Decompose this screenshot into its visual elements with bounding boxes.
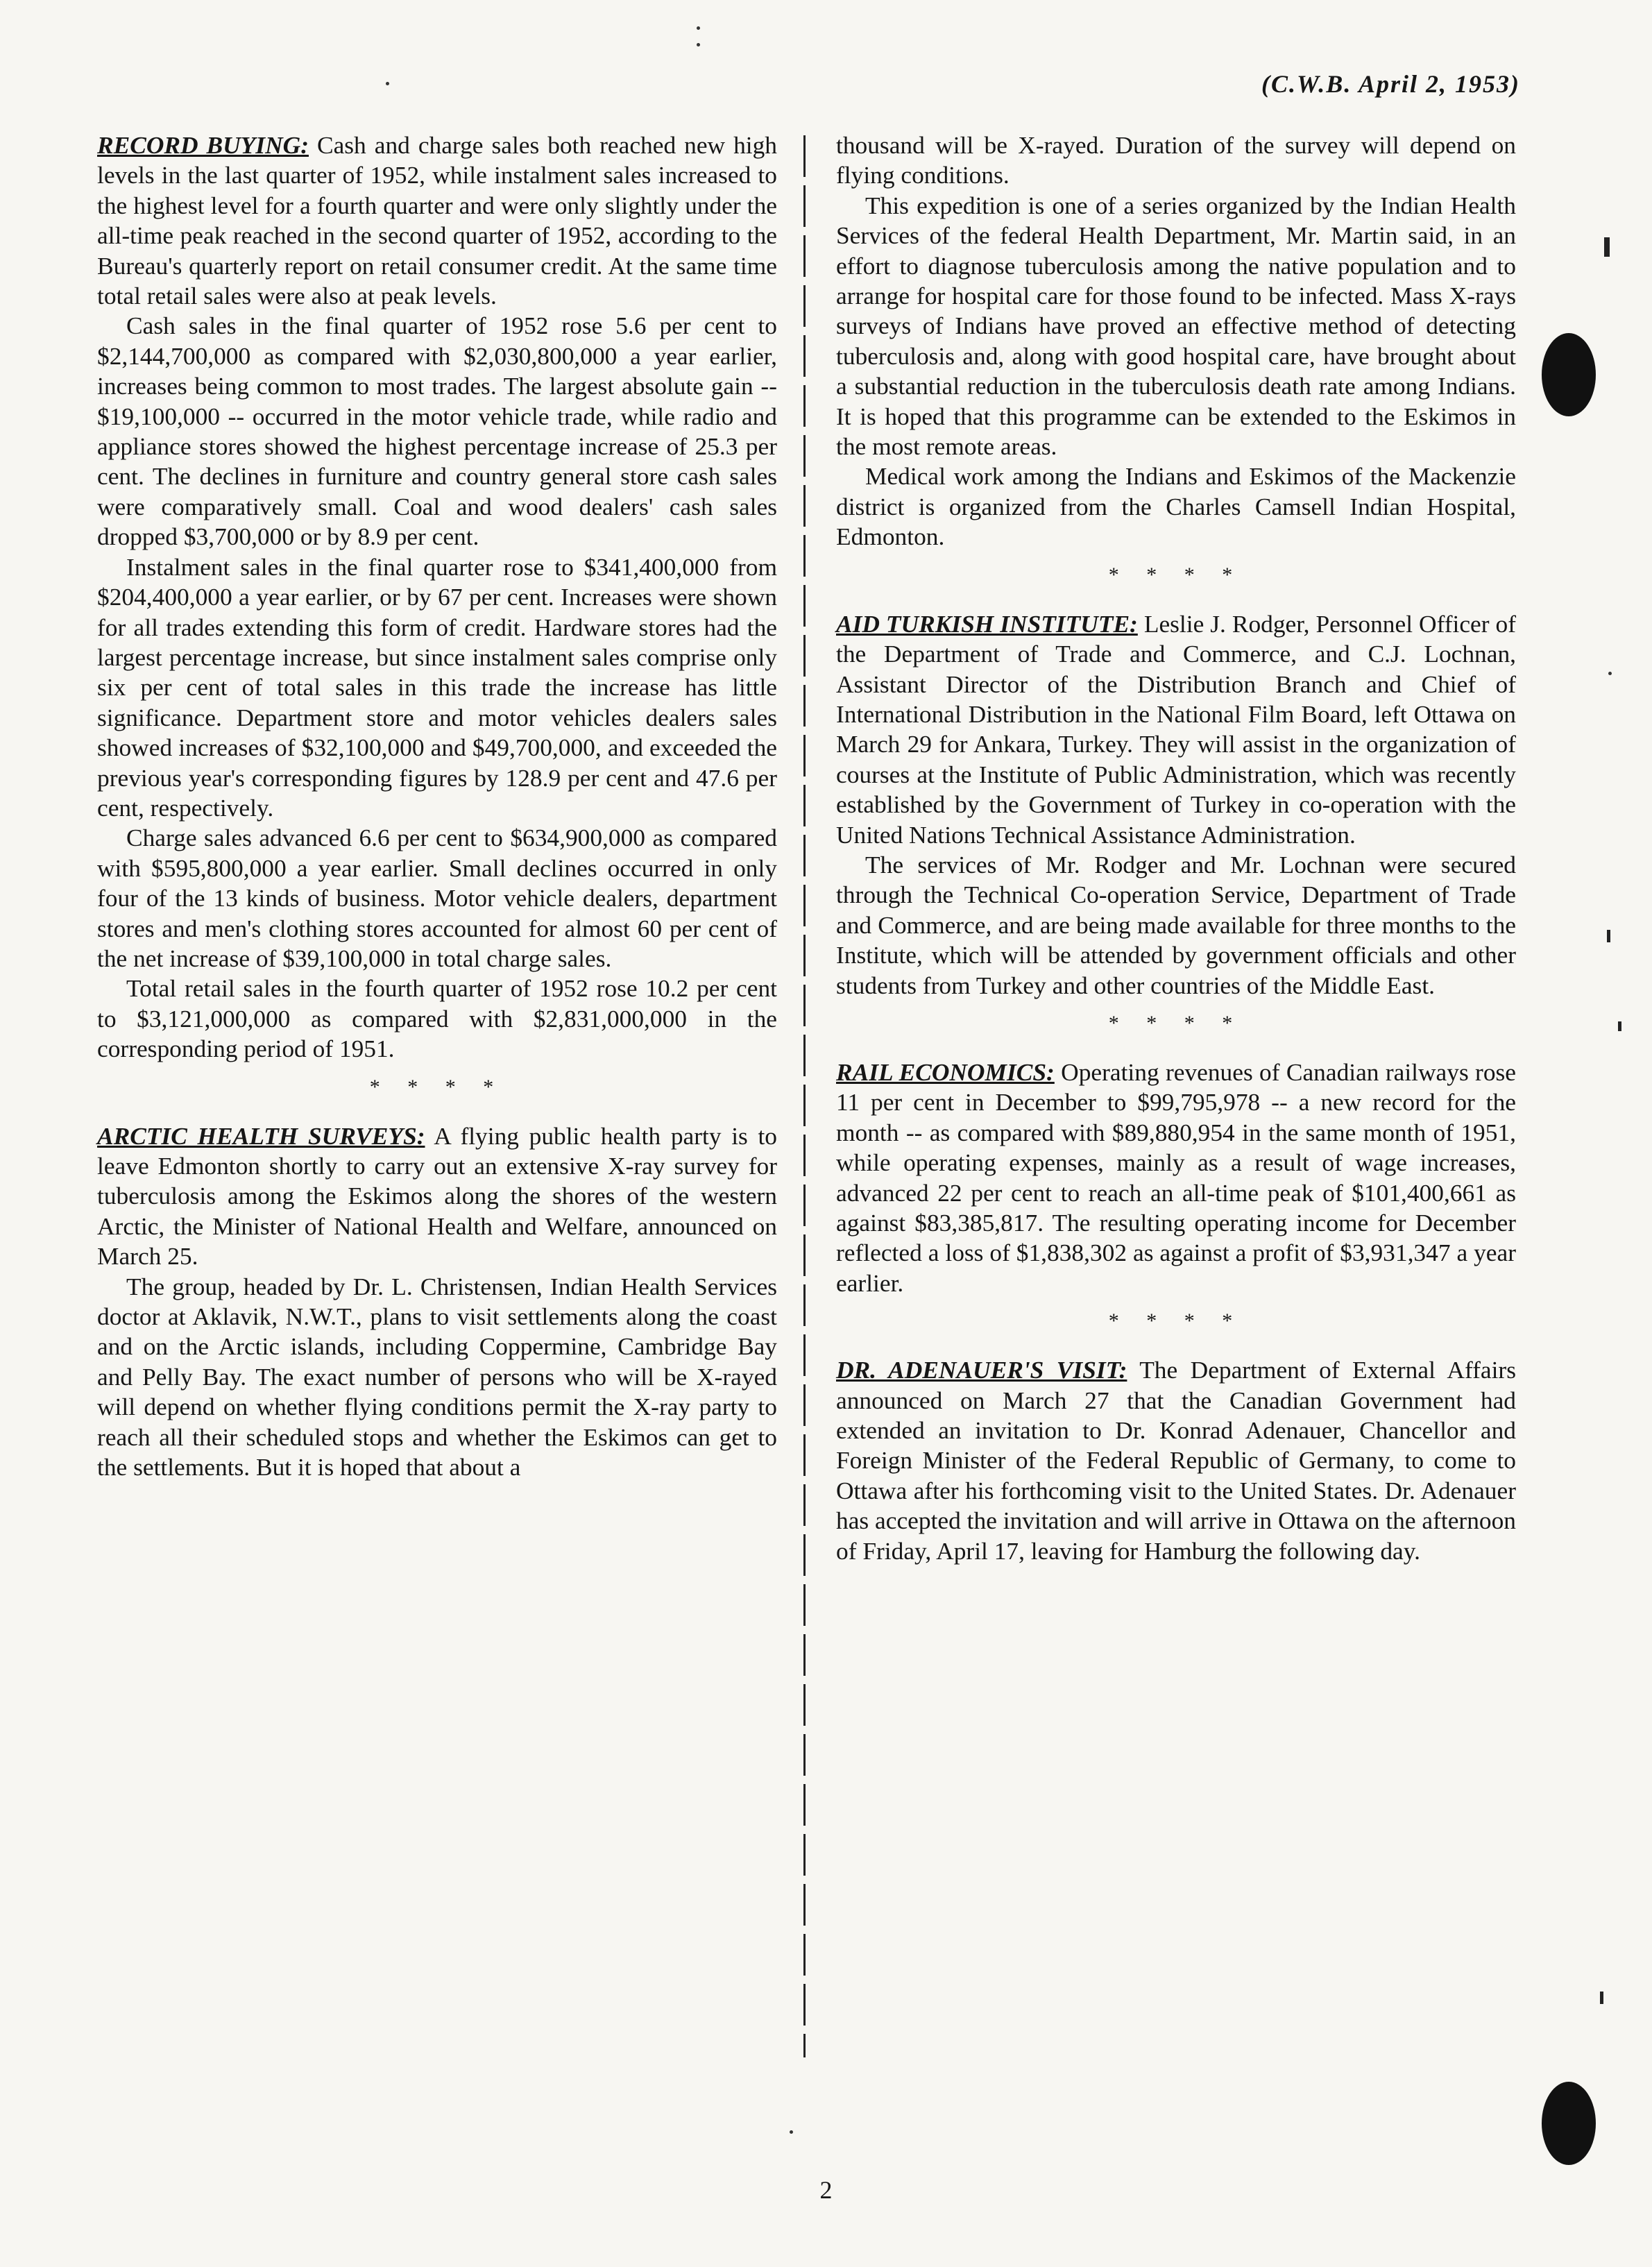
heading-rail-economics: RAIL ECONOMICS: (836, 1058, 1055, 1086)
scan-mark (1618, 1021, 1621, 1031)
separator-stars: * * * * (1108, 1011, 1244, 1035)
separator-stars: * * * * (1108, 1309, 1244, 1333)
scan-mark (1600, 1992, 1603, 2004)
issue-header: (C.W.B. April 2, 1953) (1261, 70, 1520, 98)
article-record-buying-p4: Charge sales advanced 6.6 per cent to $634,900,000 as compared with $595,800,000 a year earlier. Small declines occurred in only four of the 13 kinds of business. Motor vehicle dealers, department stores and men's clothing stores accounted for almost 60 per cent of the net increase of $39,100,000 in total charge sales. (97, 824, 777, 972)
scan-speck (1608, 672, 1612, 675)
separator-stars: * * * * (369, 1075, 505, 1098)
article-arctic-health-p3: This expedition is one of a series organized by the Indian Health Services of the federal Health Department, Mr. Martin said, in an effort to diagnose tuberculosis among the native population and to arrange for hospital care for those found to be infected. Mass X-rays surveys of Indians have proved an effective method of detecting tuberculosis and, along with good hospital care, have brought about a substantial reduction in the tuberculosis death rate among Indians. It is hoped that this programme can be extended to the Eskimos in the most remote areas. (836, 191, 1516, 461)
page-number: 2 (819, 2176, 833, 2204)
scan-mark (1607, 930, 1610, 942)
heading-record-buying: RECORD BUYING: (97, 131, 309, 159)
column-divider (803, 135, 806, 2057)
paragraph-text: The Department of External Affairs announced on March 27 that the Canadian Government had extended an invitation to Dr. Konrad Adenauer, Chancellor and Foreign Minister of the Federal Republic of Germany, to come to Ottawa after his forthcoming visit to the United States. Dr. Adenauer has accepted the invitation and will arrive in Ottawa on the afternoon of Friday, April 17, leaving for Hamburg the following day. (836, 1356, 1516, 1565)
article-record-buying-p2: Cash sales in the final quarter of 1952 rose 5.6 per cent to $2,144,700,000 as compared with $2,030,800,000 a year earlier, increases being common to most trades. The largest absolute gain -- $19,100,000 -- occurred in the motor vehicle trade, while radio and appliance stores showed the highest percentage increase of 25.3 per cent. The declines in furniture and country general store cash sales were comparatively small. Coal and wood dealers' cash sales dropped $3,700,000 or by 8.9 per cent. (97, 312, 777, 551)
article-arctic-health-p2: The group, headed by Dr. L. Christensen, Indian Health Services doctor at Aklavik, N.W.T., plans to visit settlements along the coast and on the Arctic islands, including Coppermine, Cambridge Bay and Pelly Bay. The exact number of persons who will be X-rayed will depend on whether flying conditions permit the X-ray party to reach all their scheduled stops and whether the Eskimos can get to the settlements. But it is hoped that about a (97, 1272, 777, 1481)
paragraph-text: Cash and charge sales both reached new high levels in the last quarter of 1952, while instalment sales increased to the highest level for a fourth quarter and were only slightly under the all-time peak reached in the second quarter of 1952, according to the Bureau's quarterly report on retail consumer credit. At the same time total retail sales were also at peak levels. (97, 131, 777, 310)
article-record-buying-p1 (97, 130, 777, 311)
scan-speck (790, 2130, 793, 2134)
binder-hole-top (1542, 333, 1596, 416)
article-rail-economics-p1 (836, 1058, 1516, 1298)
article-record-buying-p5: Total retail sales in the fourth quarter of 1952 rose 10.2 per cent to $3,121,000,000 as compared with $2,831,000,000 in the corresponding period of 1951. (97, 974, 777, 1063)
article-arctic-health-p1 (97, 1121, 777, 1272)
article-arctic-health-p2-continued: thousand will be X-rayed. Duration of the survey will depend on flying conditions. (836, 131, 1516, 189)
paragraph-text: A flying public health party is to leave Edmonton shortly to carry out an extensive X-ray survey for tuberculosis among the Eskimos along the shores of the western Arctic, the Minister of National Health and Welfare, announced on March 25. (97, 1121, 777, 1271)
article-aid-turkish-p2: The services of Mr. Rodger and Mr. Lochnan were secured through the Technical Co-operation Service, Department of Trade and Commerce, and are being made available for three months to the Institute, which will be attended by government officials and other students from Turkey and other countries of the Middle East. (836, 850, 1516, 999)
heading-adenauer-visit: DR. ADENAUER'S VISIT: (836, 1356, 1127, 1384)
scan-mark (1604, 237, 1610, 257)
heading-aid-turkish: AID TURKISH INSTITUTE: (836, 609, 1138, 638)
article-adenauer-visit-p1 (836, 1355, 1516, 1566)
article-arctic-health-p4: Medical work among the Indians and Eskimos of the Mackenzie district is organized from the Charles Camsell Indian Hospital, Edmonton. (836, 462, 1516, 551)
binder-hole-bottom (1542, 2082, 1596, 2165)
paragraph-text: Leslie J. Rodger, Personnel Officer of the Department of Trade and Commerce, and C.J. Lochnan, Assistant Director of the Distribution Branch and Chief of International Distribution in the National Film Board, left Ottawa on March 29 for Ankara, Turkey. They will assist in the organization of courses at the Institute of Public Administration, which was recently established by the Government of Turkey in co-operation with the United Nations Technical Assistance Administration. (836, 609, 1516, 849)
scan-speck (697, 26, 700, 30)
article-aid-turkish-p1 (836, 609, 1516, 850)
scan-speck (697, 43, 700, 46)
article-record-buying-p3: Instalment sales in the final quarter rose to $341,400,000 from $204,400,000 a year earlier, or by 67 per cent. Increases were shown for all trades extending this form of credit. Hardware stores had the largest percentage increase, but since instalment sales comprise only six per cent of total sales in this trade the increase has little significance. Department store and motor vehicles dealers sales showed increases of $32,100,000 and $49,700,000, and exceeded the previous year's corresponding figures by 128.9 per cent and 47.6 per cent, respectively. (97, 552, 777, 822)
paragraph-text: Operating revenues of Canadian railways rose 11 per cent in December to $99,795,978 -- a new record for the month -- as compared with $89,880,954 in the same month of 1951, while operating expenses, mainly as a result of wage increases, advanced 22 per cent to reach an all-time peak of $101,400,661 as against $83,385,817. The resulting operating income for December reflected a loss of $1,838,302 as against a profit of $3,931,347 a year earlier. (836, 1058, 1516, 1297)
left-column (97, 130, 777, 1482)
right-column (836, 130, 1516, 1566)
scan-speck (386, 82, 389, 85)
separator-stars: * * * * (1108, 563, 1244, 586)
heading-arctic-health: ARCTIC HEALTH SURVEYS: (97, 1121, 425, 1150)
